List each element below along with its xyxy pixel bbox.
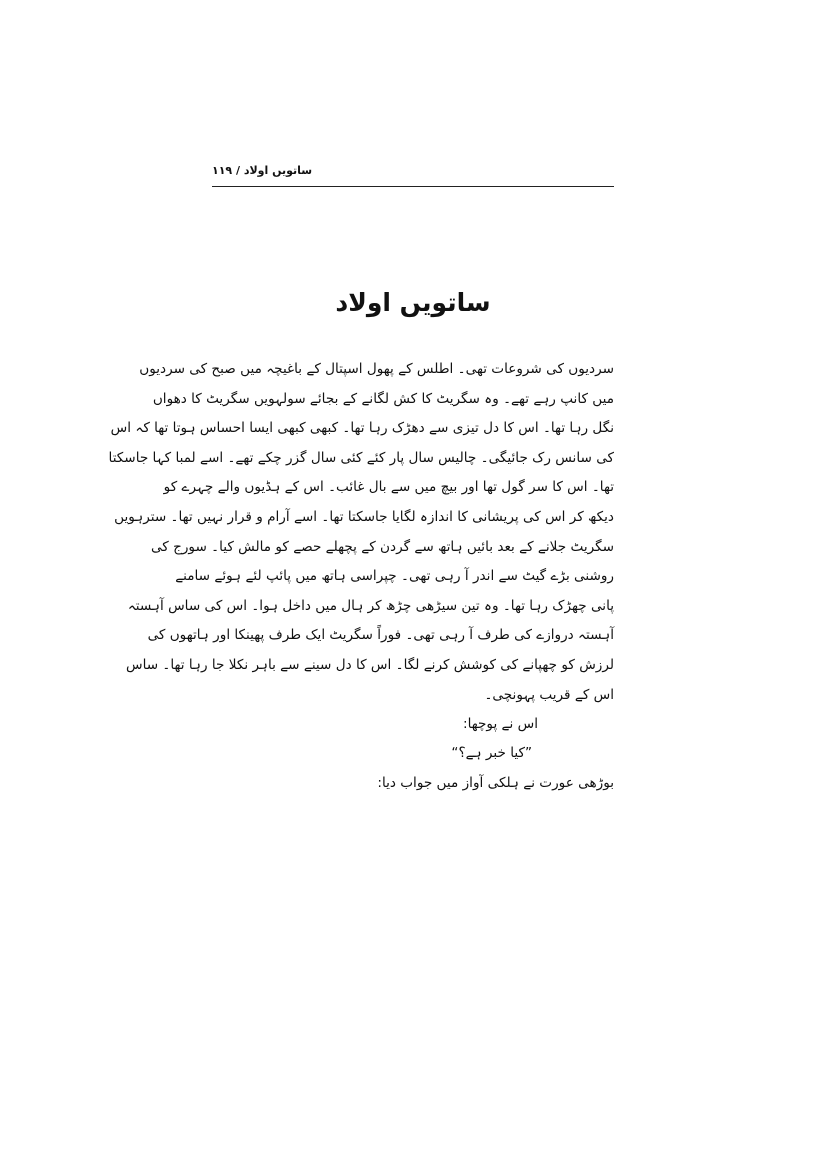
paragraph-line: میں کانپ رہے تھے۔ وہ سگریٹ کا کش لگانے کے بجائے سولہویں سگریٹ کا دھواں <box>152 390 614 407</box>
paragraph-line: سردیوں کی شروعات تھی۔ اطلس کے پھول اسپتال کے باغیچہ میں صبح کی سردیوں <box>139 361 614 377</box>
paragraph-line: دیکھ کر اس کی پریشانی کا اندازہ لگایا جاسکتا تھا۔ اسے آرام و قرار نہیں تھا۔ سترہویں <box>114 508 614 525</box>
paragraph-line: کی سانس رک جائیگی۔ چالیس سال پار کئے کئی سال گزر چکے تھے۔ اسے لمبا کہا جاسکتا <box>108 449 614 466</box>
paragraph-line: نگل رہا تھا۔ اس کا دل تیزی سے دھڑک رہا تھا۔ کبھی کبھی ایسا احساس ہوتا تھا کہ اس <box>110 420 614 437</box>
chapter-title: ساتویں اولاد <box>335 288 491 317</box>
dialogue-line-question-intro: اس نے پوچھا: <box>463 716 538 732</box>
paragraph-line: آہستہ دروازے کی طرف آ رہی تھی۔ فوراً سگریٹ ایک طرف پھینکا اور ہاتھوں کی <box>147 627 614 644</box>
body-paragraph <box>108 355 614 710</box>
paragraph-line: اس کے قریب پہونچی۔ <box>484 686 614 703</box>
paragraph-line: پانی چھڑک رہا تھا۔ وہ تین سیڑھی چڑھ کر ہال میں داخل ہوا۔ اس کی ساس آہستہ <box>127 597 614 614</box>
running-header-title: ساتویں اولاد / ۱۱۹ <box>212 164 313 177</box>
paragraph-line: تھا۔ اس کا سر گول تھا اور بیچ میں سے بال غائب۔ اس کے ہڈیوں والے چہرے کو <box>163 479 614 496</box>
dialogue-line-question: ”کیا خبر ہے؟“ <box>451 745 532 761</box>
dialogue-line-answer-intro: بوڑھی عورت نے ہلکی آواز میں جواب دیا: <box>377 775 614 791</box>
running-header <box>212 160 614 187</box>
paragraph-line: سگریٹ جلانے کے بعد بائیں ہاتھ سے گردن کے پچھلے حصے کو مالش کیا۔ سورج کی <box>150 538 614 555</box>
paragraph-line: لرزش کو چھپانے کی کوشش کرنے لگا۔ اس کا دل سینے سے باہر نکلا جا رہا تھا۔ ساس <box>125 656 614 673</box>
paragraph-line: روشنی بڑے گیٹ سے اندر آ رہی تھی۔ چپراسی ہاتھ میں پائپ لئے ہوئے سامنے <box>175 568 614 585</box>
